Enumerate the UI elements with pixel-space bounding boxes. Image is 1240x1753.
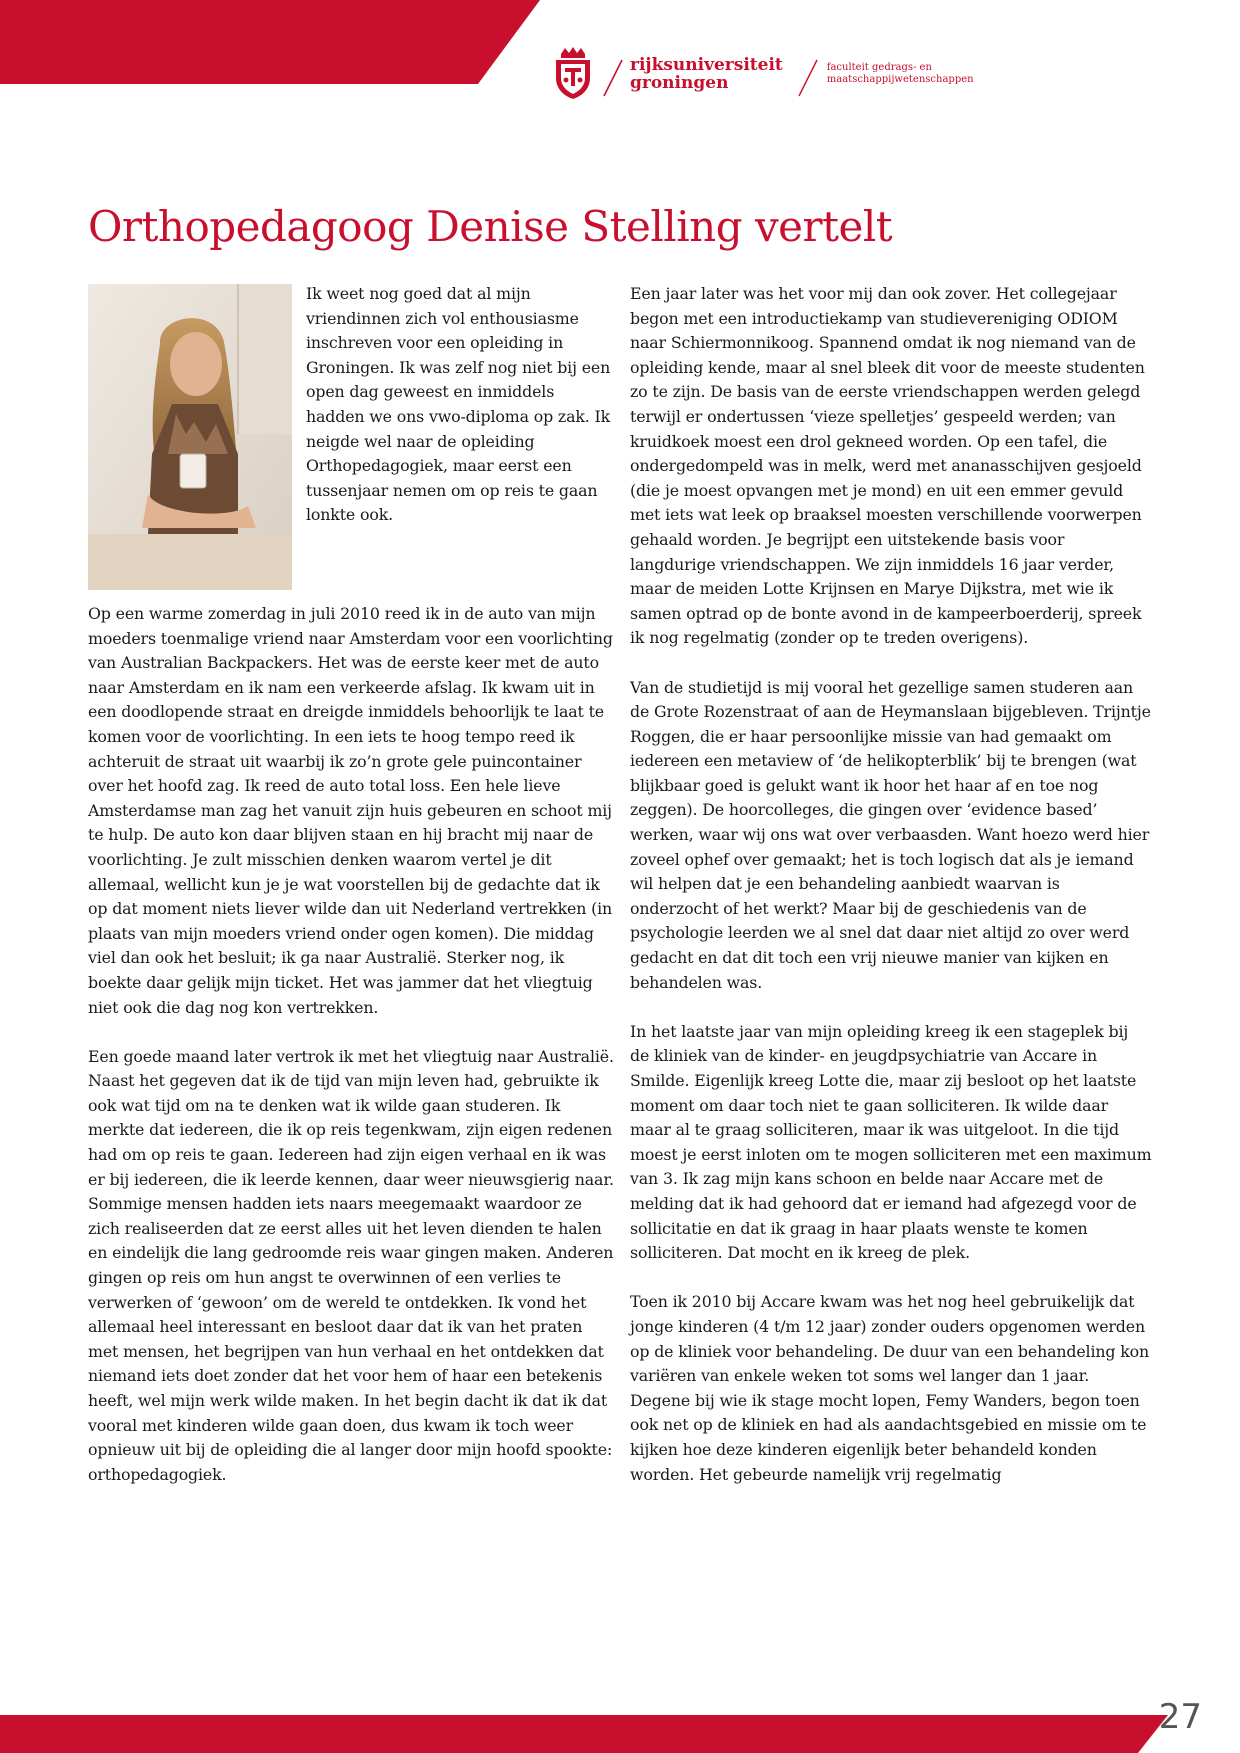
left-column [88,602,616,1512]
body-paragraph-5: In het laatste jaar van mijn opleiding kreeg ik een stageplek bij de kliniek van de kinder- en jeugdpsychiatrie van Accare in Smilde. Eigenlijk kreeg Lotte die, maar zij besloot op het laatste moment om daar toch niet te gaan solliciteren. Ik wilde daar maar al te graag solliciteren, maar ik was uitgeloot. In die tijd moest je eerst inloten om te mogen solliciteren met een maximum van 3. Ik zag mijn kans schoon en belde naar Accare met de melding dat ik had gehoord dat er iemand had afgezegd voor de sollicitatie en dat ik graag in haar plaats wenste te komen solliciteren. Dat mocht en ik kreeg de plek. [630,1021,1152,1263]
body-paragraph-6: Toen ik 2010 bij Accare kwam was het nog heel gebruikelijk dat jonge kinderen (4 t/m 12 jaar) zonder ouders opgenomen werden op de kliniek voor behandeling. De duur van een behandeling kon variëren van enkele weken tot soms wel langer dan 1 jaar. Degene bij wie ik stage mocht lopen, Femy Wanders, begon toen ook net op de kliniek en had als aandachtsgebied en missie om te kijken hoe deze kinderen eigenlijk beter behandeld konden worden. Het gebeurde namelijk vrij regelmatig [630,1292,1150,1484]
body-paragraph-1: Op een warme zomerdag in juli 2010 reed ik in de auto van mijn moeders toenmalige vriend naar Amsterdam voor een voorlichting van Australian Backpackers. Het was de eerste keer met de auto naar Amsterdam en ik nam een verkeerde afslag. Ik kwam uit in een doodlopende straat en dreigde inmiddels behoorlijk te laat te komen voor de voorlichting. In een iets te hoog tempo reed ik achteruit de straat uit waarbij ik zo’n grote gele puincontainer over het hoofd zag. Ik reed de auto total loss. Een hele lieve Amsterdamse man zag het vanuit zijn huis gebeuren en schoot mij te hulp. De auto kon daar blijven staan en hij bracht mij naar de voorlichting. Je zult misschien denken waarom vertel je dit allemaal, wellicht kun je je wat voorstellen bij de gedachte dat ik op dat moment niets liever wilde dan uit Nederland vertrekken (in plaats van mijn moeders vriend onder ogen komen). Die middag viel dan ook het besluit; ik ga naar Australië. Sterker nog, ik boekte daar gelijk mijn ticket. Het was jammer dat het vliegtuig niet ook die dag nog kon vertrekken. [88,604,613,1017]
header-red-wedge [0,0,540,84]
university-crest-icon [552,46,594,100]
body-paragraph-4: Van de studietijd is mij vooral het gezellige samen studeren aan de Grote Rozenstraat of aan de Heymanslaan bijgebleven. Trijntje Roggen, die er haar persoonlijke missie van had gemaakt om iedereen een metaview of ‘de helikopterblik’ bij te brengen (wat blijkbaar goed is gelukt want ik hoor het haar af en toe nog zeggen). De hoorcolleges, die gingen over ‘evidence based’ werken, waar wij ons wat over verbaasden. Want hoezo werd hier zoveel ophef over gemaakt; het is toch logisch dat als je iemand wil helpen dat je een behandeling aanbiedt waarvan is onderzocht of het werkt? Maar bij de geschiedenis van de psychologie leerden we al snel dat daar niet altijd zo over werd gedacht en dat dit toch een vrij nieuwe manier van kijken en behandelen was. [630,677,1151,992]
faculty-name [827,62,974,86]
body-paragraph-3: Een jaar later was het voor mij dan ook zover. Het collegejaar begon met een introductiekamp van studievereniging ODIOM naar Schiermonnikoog. Spannend omdat ik nog niemand van de opleiding kende, maar al snel bleek dit voor de meeste studenten zo te zijn. De basis van de eerste vriendschappen werden gelegd terwijl er ondertussen ‘vieze spelletjes’ gespeeld werden; van kruidkoek moest een drol gekneed worden. Op een tafel, die ondergedompeld was in melk, werd met ananasschijven gesjoeld (die je moest opvangen met je mond) en uit een emmer gevuld met iets wat leek op braaksel moesten verschillende voorwerpen gehaald worden. Je begrijpt een uitstekende basis voor langdurige vriendschappen. We zijn inmiddels 16 jaar verder, maar de meiden Lotte Krijnsen en Marye Dijkstra, met wie ik samen optrad op de bonte avond in de kampeerboerderij, spreek ik nog regelmatig (zonder op te treden overigens). [630,284,1145,648]
university-name-line-2: groningen [630,73,729,93]
right-column [630,282,1152,1512]
body-paragraph-2: Een goede maand later vertrok ik met het vliegtuig naar Australië. Naast het gegeven dat ik de tijd van mijn leven had, gebruikte ik ook wat tijd om na te denken wat ik wilde gaan studeren. Ik merkte dat iedereen, die ik op reis tegenkwam, zijn eigen redenen had om op reis te gaan. Iedereen had zijn eigen verhaal en ik was er bij iedereen, die ik leerde kennen, daar weer nieuwsgierig naar. Sommige mensen hadden iets naars meegemaakt waardoor ze zich realiseerden dat ze eerst alles uit het leven dienden te halen en eindelijk die lang gedroomde reis waar gingen maken. Anderen gingen op reis om hun angst te overwinnen of een verlies te verwerken of ‘gewoon’ om de wereld te ontdekken. Ik vond het allemaal heel interessant en besloot daar dat ik van het praten met mensen, het begrijpen van hun verhaal en het ontdekken dat niemand iets doet zonder dat het voor hem of haar een betekenis heeft, wel mijn werk wilde maken. In het begin dacht ik dat ik dat vooral met kinderen wilde gaan doen, dus kwam ik toch weer opnieuw uit bij de opleiding die al langer door mijn hoofd spookte: orthopedagogiek. [88,1046,614,1484]
university-name-line-1: rijksuniversiteit [630,55,783,75]
faculty-name-line-1: faculteit gedrags- en [826,62,932,73]
logo-divider-slash [602,58,624,98]
portrait-photo [88,284,292,590]
footer-red-bar [0,1681,1240,1753]
article-intro [306,282,616,553]
intro-paragraph: Ik weet nog goed dat al mijn vriendinnen zich vol enthousiasme inschreven voor een opleiding in Groningen. Ik was zelf nog niet bij een open dag geweest en inmiddels hadden we ons vwo-diploma op zak. Ik neigde wel naar de opleiding Orthopedagogiek, maar eerst een tussenjaar nemen om op reis te gaan lonkte ook. [306,284,611,525]
page-number: 27 [1158,1697,1202,1737]
university-logo[interactable] [552,44,974,100]
faculty-name-line-2: maatschappijwetenschappen [826,74,974,85]
article-title: Orthopedagoog Denise Stelling vertelt [88,202,893,251]
faculty-divider-slash [797,58,819,98]
university-name [630,56,783,92]
